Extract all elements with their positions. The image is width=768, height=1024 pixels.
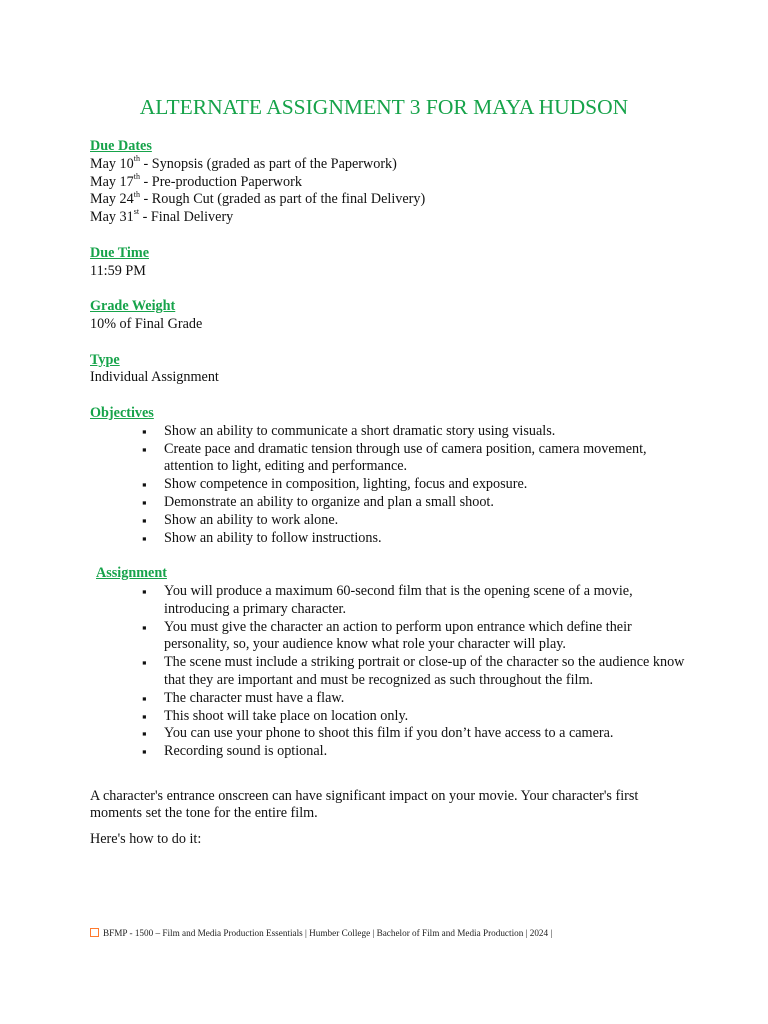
- due-date-day: May 24: [90, 191, 134, 208]
- due-date-item: [90, 191, 690, 209]
- document-body: [90, 138, 690, 849]
- grade-weight-value: 10% of Final Grade: [90, 315, 203, 332]
- type-heading: Type: [90, 351, 120, 368]
- objectives-heading: Objectives: [90, 404, 154, 421]
- list-item: ▪ Recording sound is optional.: [164, 743, 690, 761]
- grade-weight-heading: Grade Weight: [90, 298, 176, 315]
- due-date-day: May 10: [90, 155, 134, 172]
- page-footer: [90, 928, 552, 938]
- date-suffix: st: [133, 207, 140, 217]
- list-item: ▪ Show an ability to work alone.: [164, 512, 690, 530]
- list-item: ▪ The character must have a flaw.: [164, 690, 690, 708]
- objectives-list: [90, 423, 690, 548]
- list-item: ▪ You will produce a maximum 60-second film that is the opening scene of a movie, introducing a primary character.: [164, 583, 690, 619]
- assignment-list: [90, 583, 690, 761]
- list-item: ▪ The scene must include a striking portrait or close-up of the character so the audience know that they are important and must be recognized as such throughout the film.: [164, 654, 690, 690]
- due-date-text: - Final Delivery: [139, 209, 234, 226]
- due-date-item: [90, 171, 690, 192]
- due-dates-list: [90, 156, 690, 227]
- list-item: ▪ Show an ability to follow instructions.: [164, 530, 690, 548]
- due-date-text: - Rough Cut (graded as part of the final Delivery): [139, 191, 426, 208]
- due-date-day: May 31: [90, 209, 134, 226]
- intro-paragraph: A character's entrance onscreen can have significant impact on your movie. Your character's first moments set the tone for the entire film.: [90, 787, 639, 822]
- how-to-text: Here's how to do it:: [90, 831, 202, 848]
- list-item: ▪ Show an ability to communicate a short dramatic story using visuals.: [164, 423, 690, 441]
- list-item: ▪ Demonstrate an ability to organize and plan a small shoot.: [164, 494, 690, 512]
- due-time-heading: Due Time: [90, 244, 149, 261]
- list-item: ▪ You must give the character an action to perform upon entrance which define their personality, so, your audience know what role your character will play.: [164, 619, 690, 655]
- footer-text: BFMP - 1500 – Film and Media Production Essentials | Humber College | Bachelor of Film and Media Production | 2024 |: [103, 928, 553, 938]
- due-time-value: 11:59 PM: [90, 262, 146, 279]
- due-dates-heading: Due Dates: [90, 138, 152, 154]
- list-item: ▪ You can use your phone to shoot this film if you don’t have access to a camera.: [164, 725, 690, 743]
- due-date-text: - Pre-production Paperwork: [139, 173, 302, 190]
- page-title: ALTERNATE ASSIGNMENT 3 FOR MAYA HUDSON: [139, 95, 629, 119]
- list-item: ▪ This shoot will take place on location only.: [164, 708, 690, 726]
- due-date-text: - Synopsis (graded as part of the Paperwork): [139, 155, 397, 172]
- due-date-item: [90, 156, 690, 174]
- type-value: Individual Assignment: [90, 369, 219, 386]
- assignment-heading: Assignment: [96, 565, 167, 582]
- list-item: ▪ Create pace and dramatic tension through use of camera position, camera movement, attention to light, editing and performance.: [164, 441, 690, 477]
- date-suffix: th: [133, 189, 140, 199]
- date-suffix: th: [133, 154, 140, 164]
- due-date-item: [90, 209, 690, 227]
- due-date-day: May 17: [90, 173, 134, 190]
- checkbox-square-icon: [90, 928, 99, 937]
- date-suffix: th: [133, 171, 140, 181]
- list-item: ▪ Show competence in composition, lighting, focus and exposure.: [164, 476, 690, 494]
